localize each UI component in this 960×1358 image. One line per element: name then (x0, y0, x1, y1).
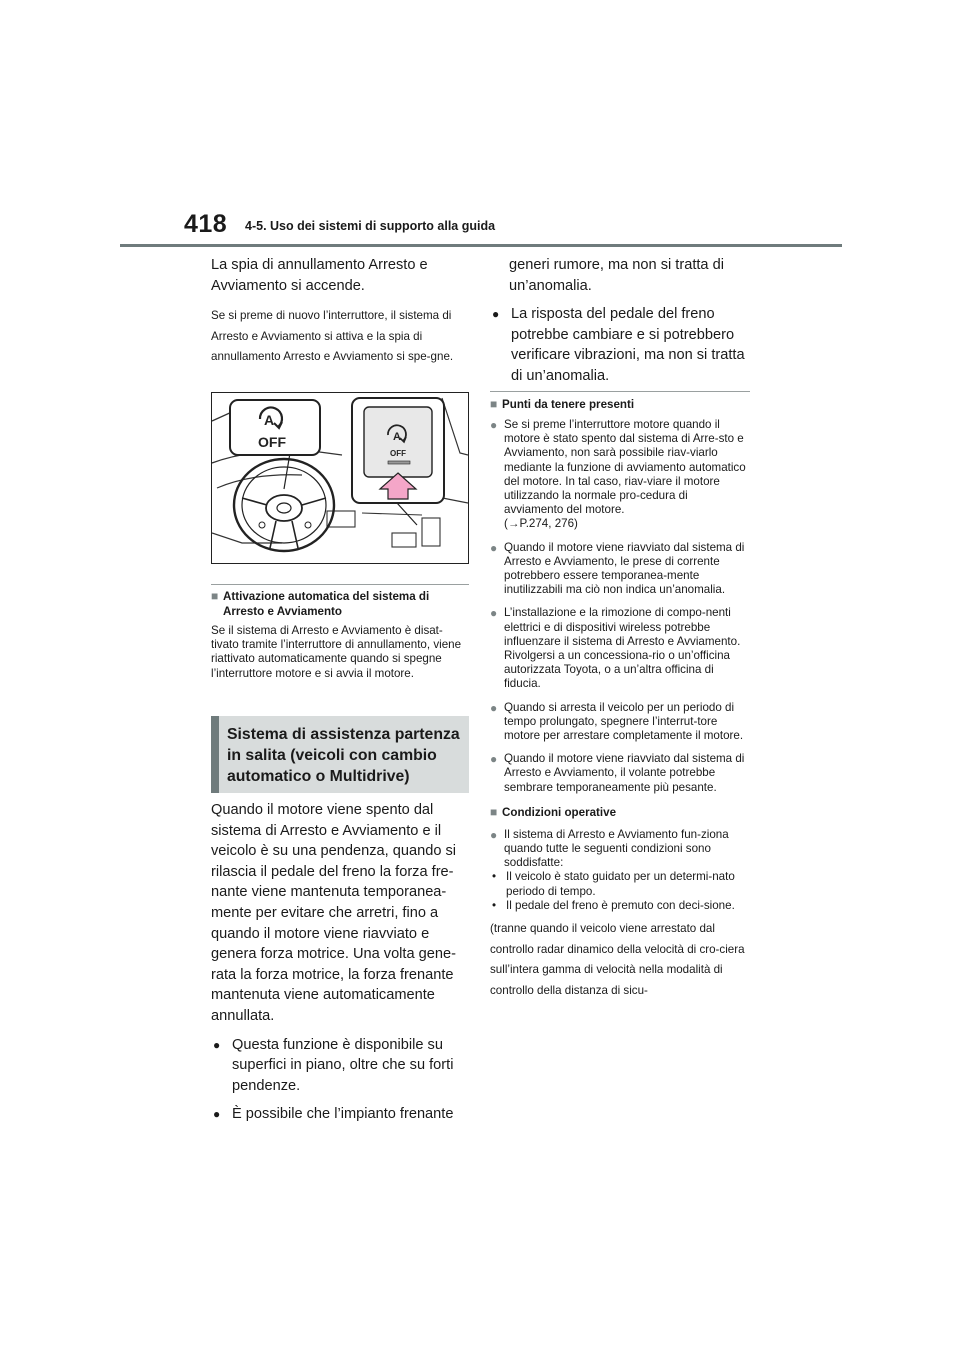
point-item (490, 701, 750, 744)
small-bullet-icon: • (492, 870, 497, 884)
off-label-large: OFF (258, 434, 286, 450)
condition-sub-text: Il veicolo è stato guidato per un determi-nato periodo di tempo. (506, 870, 735, 898)
page-reference: (→P.274, 276) (504, 517, 578, 531)
circle-bullet-icon: ● (490, 700, 498, 715)
section-divider (211, 584, 469, 585)
circle-bullet-icon: ● (490, 827, 498, 842)
auto-activation-heading-text: Attivazione automatica del sistema di Arresto e Avviamento (223, 590, 430, 618)
point-item (490, 541, 750, 598)
condition-item (490, 828, 750, 871)
conditions-tail-text: (tranne quando il veicolo viene arrestato dal controllo radar dinamico della velocità di cro-ciera sull’intera gamma di velocità nella modalità di controllo della distanza di sicu- (490, 922, 745, 997)
points-block (490, 391, 750, 1001)
section-title: 4-5. Uso dei sistemi di supporto alla guida (245, 219, 496, 233)
hill-start-body (211, 800, 469, 1125)
circle-bullet-icon: ● (490, 540, 498, 555)
bullet-text: Questa funzione è disponibile su superfici in piano, oltre che su forti pendenze. (232, 1036, 454, 1094)
conditions-heading (490, 805, 750, 820)
point-item (490, 752, 750, 795)
auto-activation-text: Se il sistema di Arresto e Avviamento è disat-tivato tramite l’interruttore di annullamento, viene riattivato automaticamente quando si spegne l’interruttore motore e si avvia il motore. (211, 624, 462, 680)
bullet-icon: ● (213, 1037, 221, 1052)
point-item (490, 606, 750, 691)
dashboard-figure (211, 392, 469, 564)
points-heading (490, 397, 750, 412)
note-text: Se si preme di nuovo l’interruttore, il sistema di Arresto e Avviamento si attiva e la spia di annullamento Arresto e Avviamento si spe-gne. (211, 309, 454, 364)
a-icon-label-small: A (393, 431, 401, 443)
condition-sub-item (490, 899, 750, 913)
point-text: Quando il motore viene riavviato dal sistema di Arresto e Avviamento, le prese di corrente potrebbero essere temporanea-mente inutilizzabili ma ciò non indica un’anomalia. (504, 540, 745, 597)
condition-sub-item (490, 870, 750, 898)
square-bullet-icon: ■ (490, 804, 498, 819)
hill-start-section-title: Sistema di assistenza partenza in salita (veicoli con cambio automatico o Multidrive) (227, 726, 460, 785)
point-item (490, 418, 750, 532)
points-heading-text: Punti da tenere presenti (502, 398, 635, 411)
header-rule (120, 244, 842, 247)
intro-text: La spia di annullamento Arresto e Avviamento si accende. (211, 257, 428, 294)
point-text: Se si preme l’interruttore motore quando il motore è stato spento dal sistema di Arre-sto e Avviamento, non sarà possibile riav-viarlo mediante la funzione di avviamento automatico del motore. In tal caso, riav-viare il motore utilizzando la normale pro-cedura di avviamento del motore. (504, 418, 746, 517)
auto-activation-heading (211, 589, 469, 619)
bullet-item-brake-noise (211, 1104, 469, 1125)
circle-bullet-icon: ● (490, 752, 498, 767)
bullet-icon: ● (213, 1107, 221, 1122)
condition-sub-text: Il pedale del freno è premuto con deci-sione. (506, 898, 735, 912)
auto-activation-block (211, 584, 469, 681)
bullet-item-pedal-response (490, 304, 750, 386)
hill-start-body-text: Quando il motore viene spento dal sistema di Arresto e Avviamento e il veicolo è su una pendenza, quando si rilascia il pedale del freno la forza fre-nante viene mantenuta temporanea-mente per evitare che arretri, fino a quando il motore viene riavviato e genera forza motrice. Una volta gene-rata la forza motrice, la forza frenante mantenuta viene automaticamente annullata. (211, 802, 457, 1024)
page-number: 418 (184, 210, 228, 238)
off-label-small: OFF (390, 449, 406, 458)
condition-text: Il sistema di Arresto e Avviamento fun-ziona quando tutte le seguenti condizioni sono soddisfatte: (504, 827, 729, 870)
section-accent-bar (211, 716, 219, 793)
conditions-heading-text: Condizioni operative (502, 805, 617, 819)
dashboard-illustration (212, 393, 468, 563)
circle-bullet-icon: ● (490, 418, 498, 432)
point-text: Quando si arresta il veicolo per un periodo di tempo prolungato, spegnere l’interrut-tore motore per arrestare completamente il motore. (504, 700, 744, 743)
point-text: L’installazione e la rimozione di compo-nenti elettrici e di dispositivi wireless potrebbe influenzare il sistema di Arresto e Avviamento. Rivolgersi a un concessiona-rio o un’officina autorizzata Toyota, o a un’altra officina di fiducia. (504, 606, 741, 691)
a-icon-label-large: A (263, 412, 275, 428)
bullet-text: È possibile che l’impianto frenante (232, 1106, 454, 1123)
left-intro-block (211, 255, 469, 368)
hill-start-section-header (211, 716, 469, 793)
right-top-block (490, 255, 750, 387)
square-bullet-icon: ■ (211, 589, 219, 603)
bullet-item-flat-surfaces (211, 1035, 469, 1097)
circle-bullet-icon: ● (490, 606, 498, 621)
point-text: Quando il motore viene riavviato dal sistema di Arresto e Avviamento, il volante potrebbe sembrare temporaneamente più pesante. (504, 752, 745, 794)
bullet-text: La risposta del pedale del freno potrebbe cambiare e si potrebbero verificare vibrazioni, ma non si tratta di un’anomalia. (511, 306, 745, 384)
continued-text: generi rumore, ma non si tratta di un’anomalia. (509, 257, 724, 294)
bullet-icon: ● (492, 307, 500, 322)
small-bullet-icon: • (492, 898, 497, 912)
square-bullet-icon: ■ (490, 397, 498, 411)
section-divider (490, 391, 750, 392)
